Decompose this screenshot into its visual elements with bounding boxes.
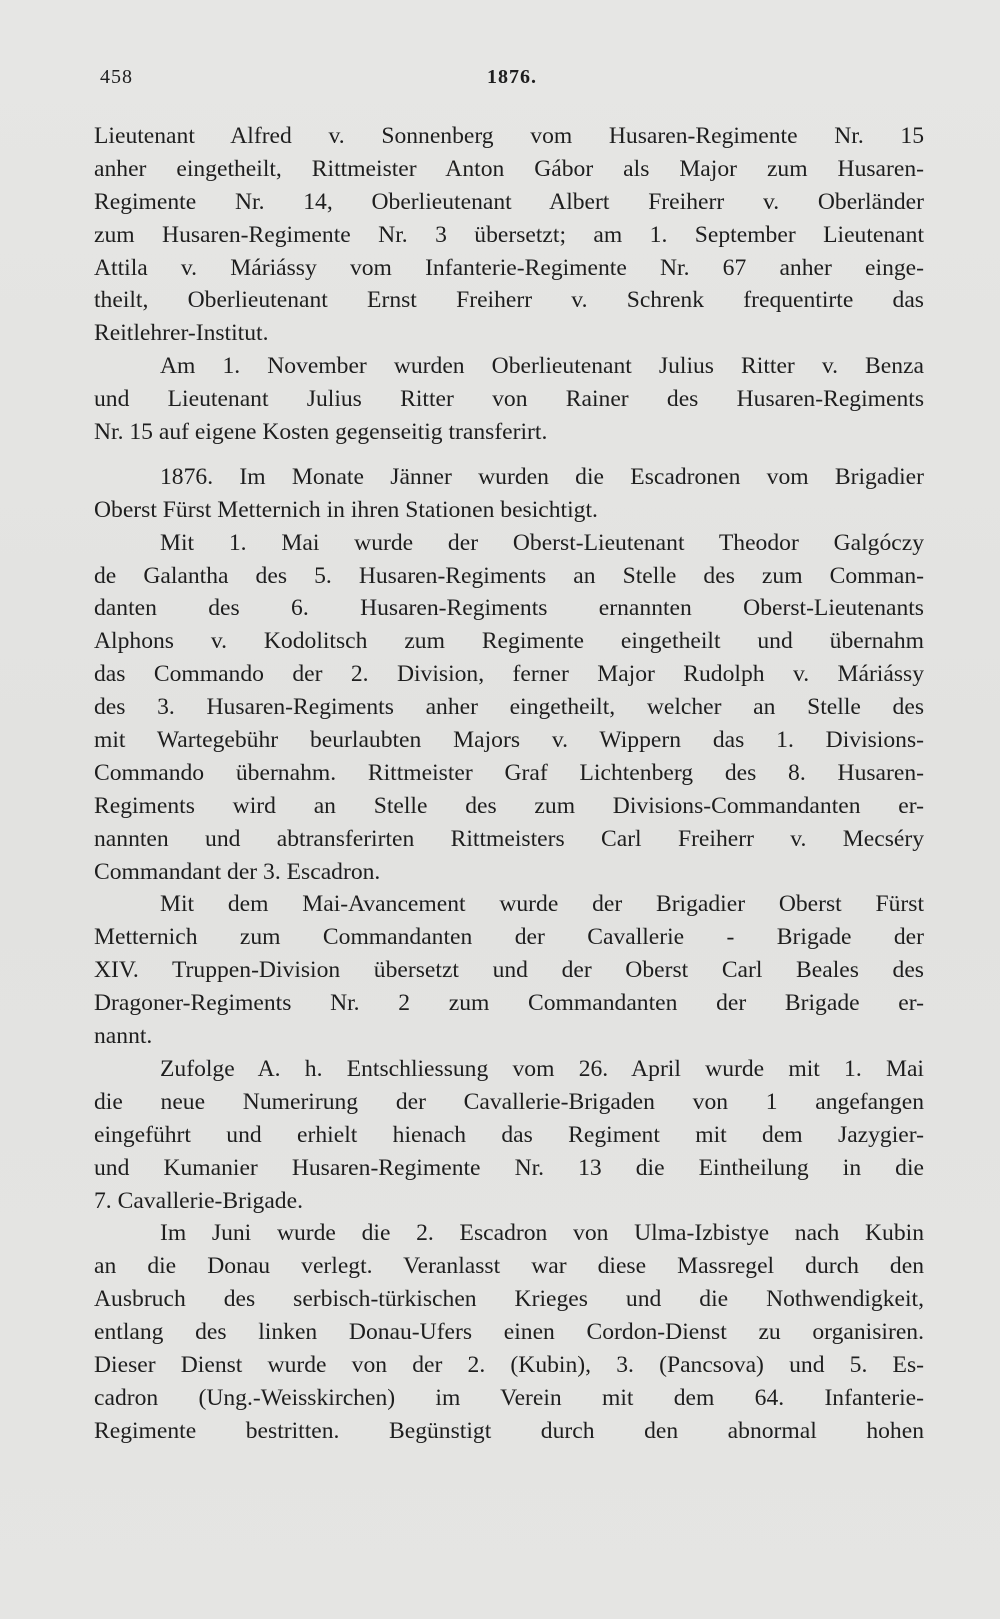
text-line: Oberst Fürst Metternich in ihren Stationen besichtigt.	[94, 496, 598, 523]
text-line: Commandant der 3. Escadron.	[94, 858, 381, 885]
text-line: entlang des linken Donau-Ufers einen Cordon-Dienst zu organisiren.	[94, 1319, 924, 1346]
text-line: die neue Numerirung der Cavallerie-Brigaden von 1 angefangen	[94, 1088, 924, 1115]
text-line: theilt, Oberlieutenant Ernst Freiherr v. Schrenk frequentirte das	[94, 287, 924, 314]
text-line: das Commando der 2. Division, ferner Major Rudolph v. Máriássy	[94, 661, 924, 688]
text-line: nannt.	[94, 1023, 153, 1050]
text-line: Attila v. Máriássy vom Infanterie-Regimente Nr. 67 anher einge-	[94, 254, 924, 281]
text-line: 1876. Im Monate Jänner wurden die Escadronen vom Brigadier	[160, 463, 924, 490]
text-line: an die Donau verlegt. Veranlasst war diese Massregel durch den	[94, 1253, 924, 1280]
text-line: Mit dem Mai-Avancement wurde der Brigadier Oberst Fürst	[160, 891, 924, 918]
text-line: Reitlehrer-Institut.	[94, 320, 269, 347]
text-line: Zufolge A. h. Entschliessung vom 26. April wurde mit 1. Mai	[160, 1055, 924, 1082]
text-line: Lieutenant Alfred v. Sonnenberg vom Husaren-Regimente Nr. 15	[94, 123, 924, 149]
text-line: nannten und abtransferirten Rittmeisters Carl Freiherr v. Mecséry	[94, 825, 924, 852]
text-line: Metternich zum Commandanten der Cavallerie - Brigade der	[94, 924, 924, 951]
text-line: Im Juni wurde die 2. Escadron von Ulma-Izbistye nach Kubin	[160, 1220, 924, 1247]
page-header	[100, 66, 924, 96]
text-line: 7. Cavallerie-Brigade.	[94, 1187, 303, 1214]
text-line: anher eingetheilt, Rittmeister Anton Gábor als Major zum Husaren-	[94, 155, 924, 182]
page-number: 458	[100, 66, 133, 88]
text-line: Dragoner-Regiments Nr. 2 zum Commandanten der Brigade er-	[94, 990, 924, 1017]
text-line: cadron (Ung.-Weisskirchen) im Verein mit dem 64. Infanterie-	[94, 1384, 924, 1411]
text-line: Mit 1. Mai wurde der Oberst-Lieutenant Theodor Galgóczy	[160, 529, 924, 556]
text-line: Commando übernahm. Rittmeister Graf Lichtenberg des 8. Husaren-	[94, 759, 924, 786]
text-line: Nr. 15 auf eigene Kosten gegenseitig transferirt.	[94, 419, 548, 446]
text-line: Regimente Nr. 14, Oberlieutenant Albert Freiherr v. Oberländer	[94, 188, 924, 215]
text-line: und Kumanier Husaren-Regimente Nr. 13 die Eintheilung in die	[94, 1154, 924, 1181]
text-line: Regiments wird an Stelle des zum Divisions-Commandanten er-	[94, 792, 924, 819]
text-line: Dieser Dienst wurde von der 2. (Kubin), 3. (Pancsova) und 5. Es-	[94, 1351, 924, 1378]
body-text	[94, 120, 924, 1448]
text-line: danten des 6. Husaren-Regiments ernannten Oberst-Lieutenants	[94, 595, 924, 622]
text-line: XIV. Truppen-Division übersetzt und der Oberst Carl Beales des	[94, 957, 924, 984]
paragraph-gap	[94, 449, 924, 461]
text-line: eingeführt und erhielt hienach das Regiment mit dem Jazygier-	[94, 1121, 924, 1148]
text-line: und Lieutenant Julius Ritter von Rainer des Husaren-Regiments	[94, 386, 924, 413]
text-line: Am 1. November wurden Oberlieutenant Julius Ritter v. Benza	[160, 353, 924, 380]
text-line: zum Husaren-Regimente Nr. 3 übersetzt; am 1. September Lieutenant	[94, 221, 924, 248]
text-line: des 3. Husaren-Regiments anher eingetheilt, welcher an Stelle des	[94, 694, 924, 721]
text-line: Regimente bestritten. Begünstigt durch den abnormal hohen	[94, 1417, 924, 1444]
text-line: mit Wartegebühr beurlaubten Majors v. Wippern das 1. Divisions-	[94, 727, 924, 754]
running-head-year: 1876.	[487, 66, 537, 88]
text-line: Alphons v. Kodolitsch zum Regimente eingetheilt und übernahm	[94, 628, 924, 655]
text-line: Ausbruch des serbisch-türkischen Krieges und die Nothwendigkeit,	[94, 1286, 924, 1313]
text-line: de Galantha des 5. Husaren-Regiments an Stelle des zum Comman-	[94, 562, 924, 589]
